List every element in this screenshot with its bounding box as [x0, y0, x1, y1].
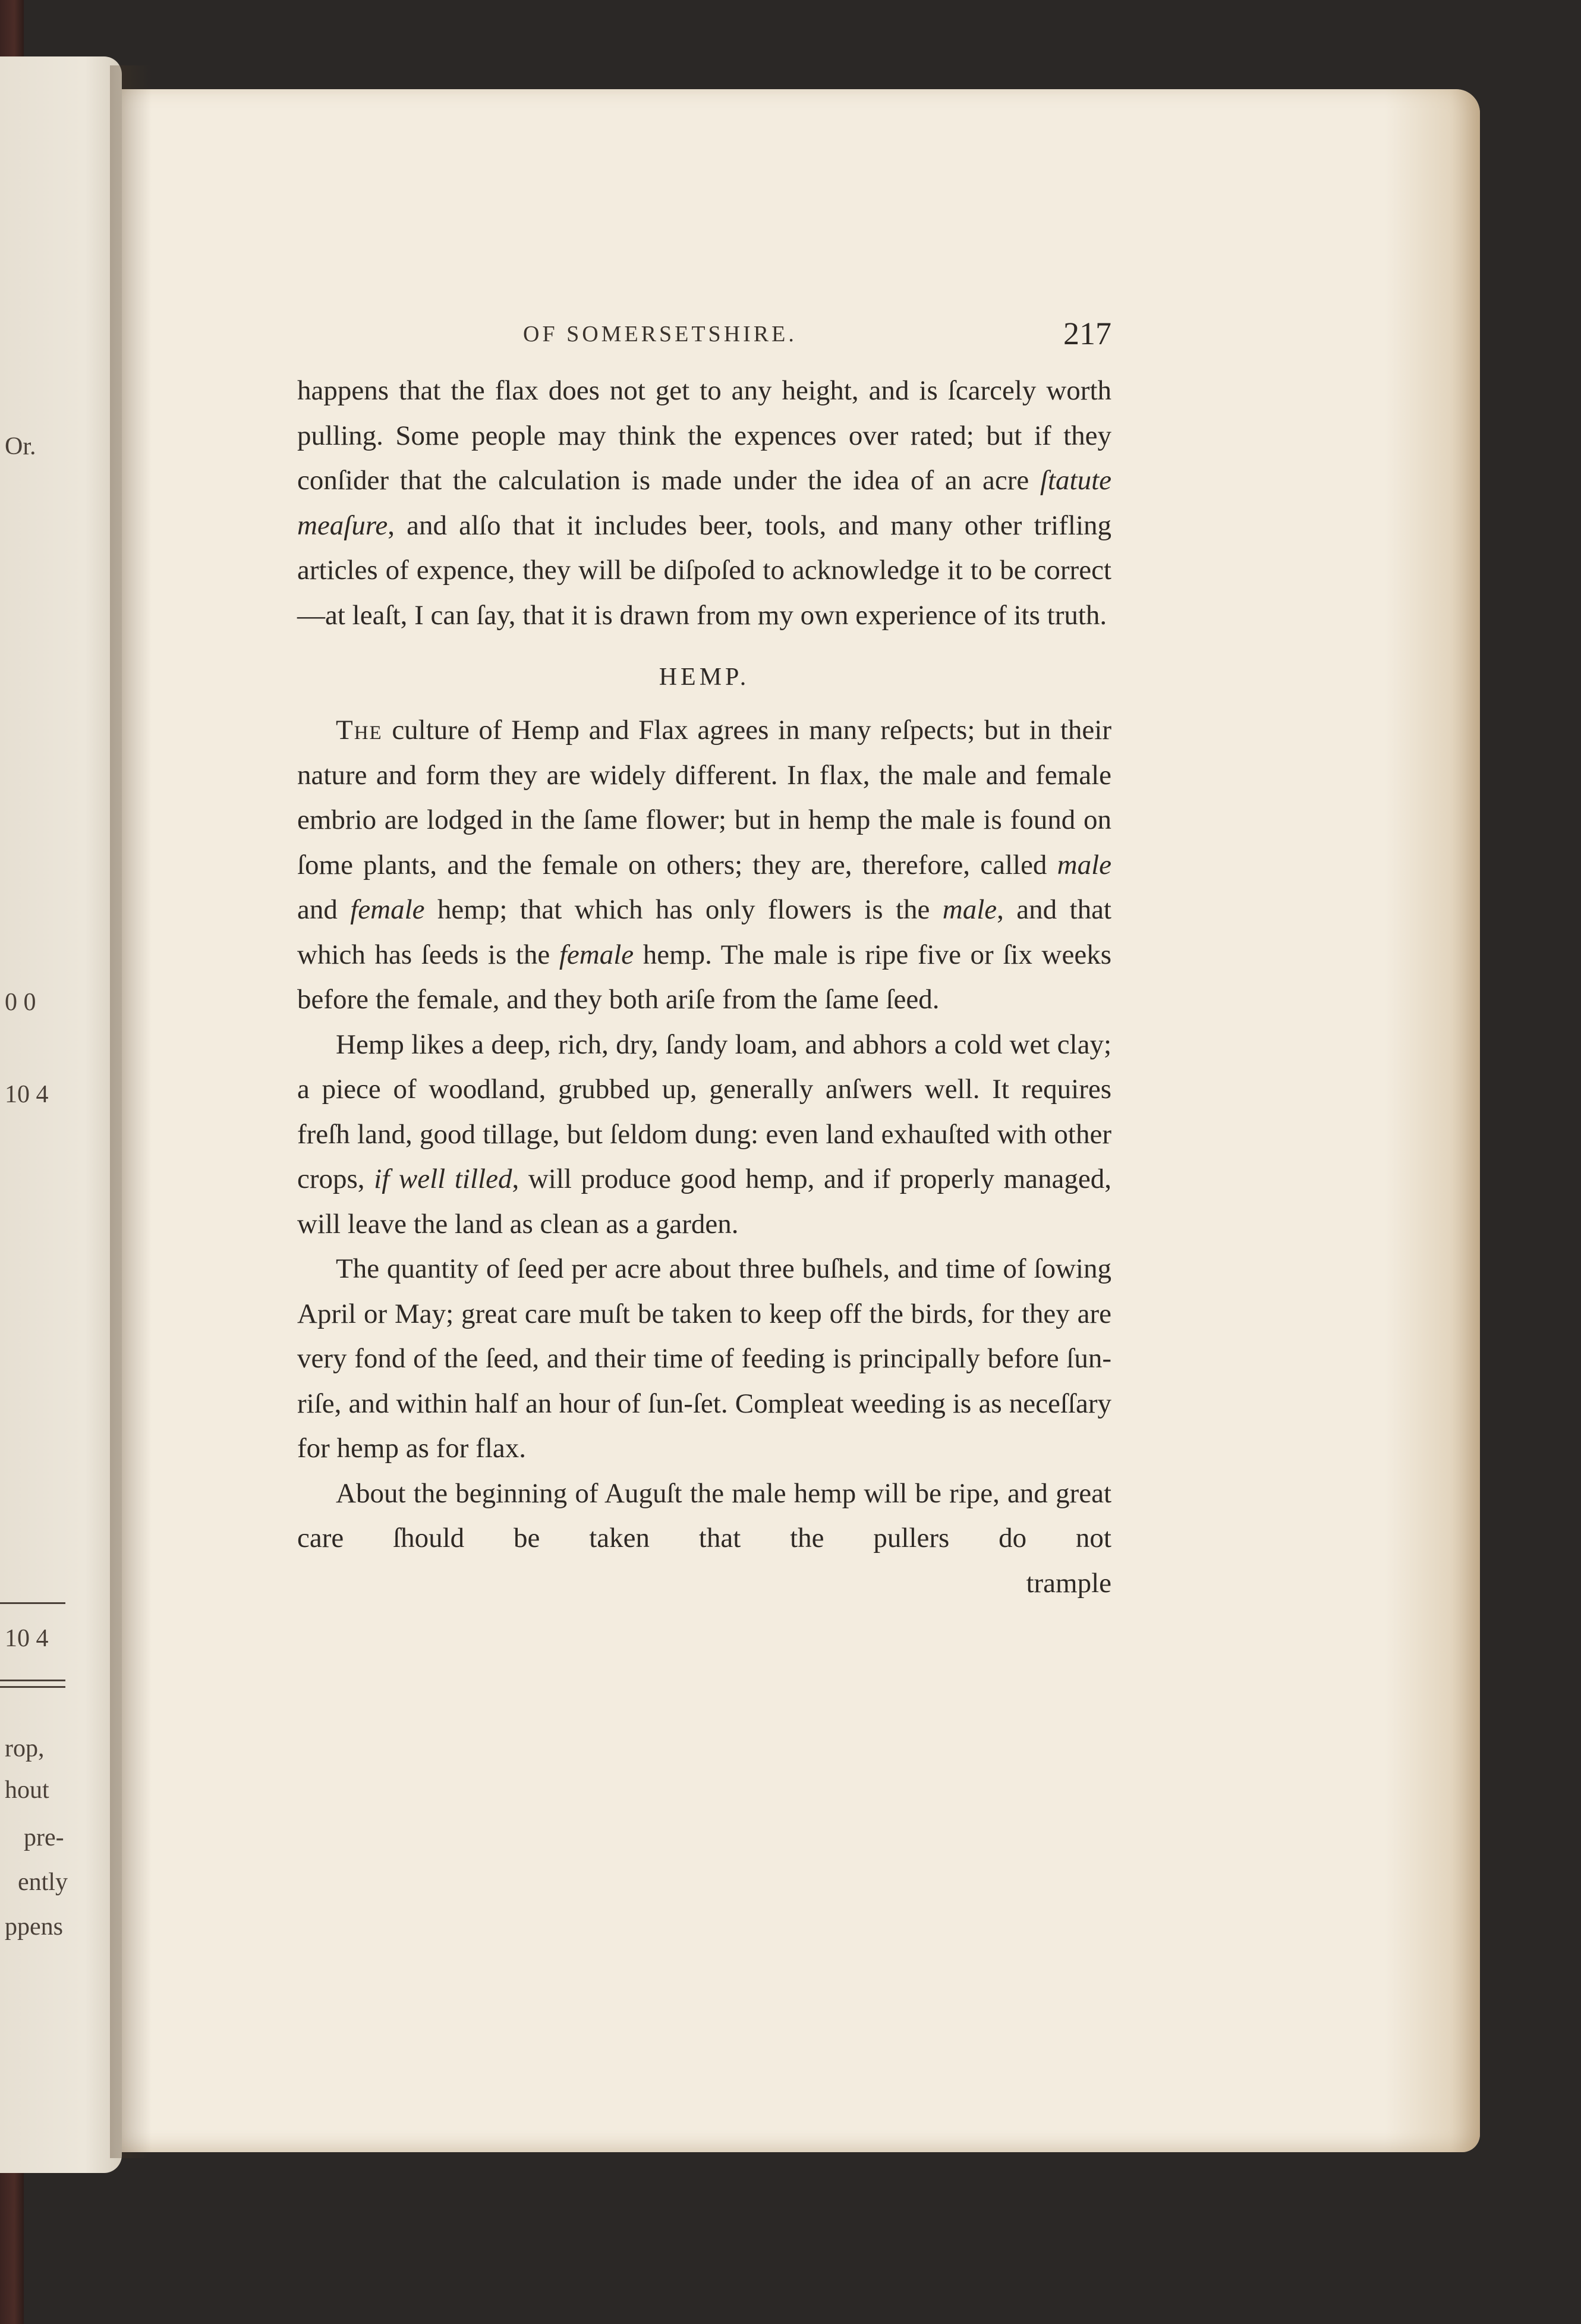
- prev-page-fragment: Or.: [5, 433, 36, 460]
- prev-page-fragment: 10 4: [5, 1081, 49, 1108]
- italic-run: male: [1057, 849, 1111, 880]
- running-head: OF SOMERSETSHIRE.: [523, 322, 797, 347]
- italic-run: male: [942, 894, 997, 925]
- paragraph-hemp-harvest: [297, 1471, 1111, 1561]
- prev-page-fragment: ppens: [5, 1913, 63, 1941]
- previous-page-edge: [0, 56, 122, 2173]
- italic-run: female: [559, 939, 634, 970]
- prev-page-fragment: 0 0: [5, 989, 36, 1016]
- text-run: and: [297, 894, 351, 925]
- prev-page-fragment: ently: [18, 1869, 68, 1896]
- page-edge-shading: [1385, 89, 1480, 2152]
- prev-page-fragment: hout: [5, 1776, 49, 1804]
- catchword: trample: [1026, 1567, 1111, 1599]
- text-run: , and alſo that it includes beer, tools, and many other trifling articles of expence, they will be diſpoſed to acknowledge it to be correct—at leaſt, I can ſay, that it is drawn from my own experience of its truth.: [297, 510, 1111, 631]
- small-caps-lead: The: [336, 715, 383, 746]
- text-run: The quantity of ſeed per acre about three buſhels, and time of ſowing April or May; great care muſt be taken to keep off the birds, for they are very fond of the ſeed, and their time of feeding is principally before ſun-riſe, and within half an hour of ſun-ſet. Compleat weeding is as neceſſary for hemp as for flax.: [297, 1253, 1111, 1464]
- paragraph-hemp-soil: [297, 1023, 1111, 1247]
- text-run: About the beginning of Auguſt the male hemp will be ripe, and great care ſhould be taken that the pullers do not: [297, 1477, 1111, 1553]
- prev-page-fragment: 10 4: [5, 1625, 49, 1652]
- italic-run: female: [350, 894, 425, 925]
- italic-run: if well tilled: [374, 1163, 512, 1194]
- paragraph-hemp-sowing: [297, 1247, 1111, 1471]
- italic-run: ſtatute meaſure: [297, 465, 1111, 541]
- gutter-shadow: [110, 65, 152, 2158]
- page-number: 217: [1063, 316, 1111, 351]
- prev-page-double-rule: [0, 1680, 65, 1688]
- page-content: [297, 315, 1111, 1606]
- paragraph-hemp-intro: [297, 708, 1111, 1023]
- text-run: Hemp likes a deep, rich, dry, ſandy loam, and abhors a cold wet clay; a piece of woodland, grubbed up, generally anſwers well. It requires freſh land, good tillage, but ſeldom dung: even land exhauſted with other crops,: [297, 1029, 1111, 1194]
- text-run: hemp. The male is ripe five or ſix weeks before the female, and they both ariſe from the ſame ſeed.: [297, 939, 1111, 1015]
- text-run: , and that which has ſeeds is the: [297, 894, 1111, 970]
- section-title: HEMP.: [659, 663, 750, 691]
- paragraph-flax-conclusion: [297, 369, 1111, 638]
- text-run: happens that the flax does not get to any height, and is ſcarcely worth pulling. Some people may think the expences over rated; but if they conſider that the calculation is made under the idea of an acre: [297, 375, 1111, 496]
- page-header: [297, 315, 1111, 369]
- prev-page-fragment: pre-: [24, 1824, 64, 1851]
- text-run: , will produce good hemp, and if properly managed, will leave the land as clean as a garden.: [297, 1163, 1111, 1240]
- prev-page-fragment: rop,: [5, 1735, 45, 1762]
- text-run: culture of Hemp and Flax agrees in many reſpects; but in their nature and form they are widely different. In flax, the male and female embrio are lodged in the ſame flower; but in hemp the male is found on ſome plants, and the female on others; they are, therefore, called: [297, 715, 1111, 880]
- prev-page-rule: [0, 1602, 65, 1604]
- text-run: hemp; that which has only flowers is the: [424, 894, 943, 925]
